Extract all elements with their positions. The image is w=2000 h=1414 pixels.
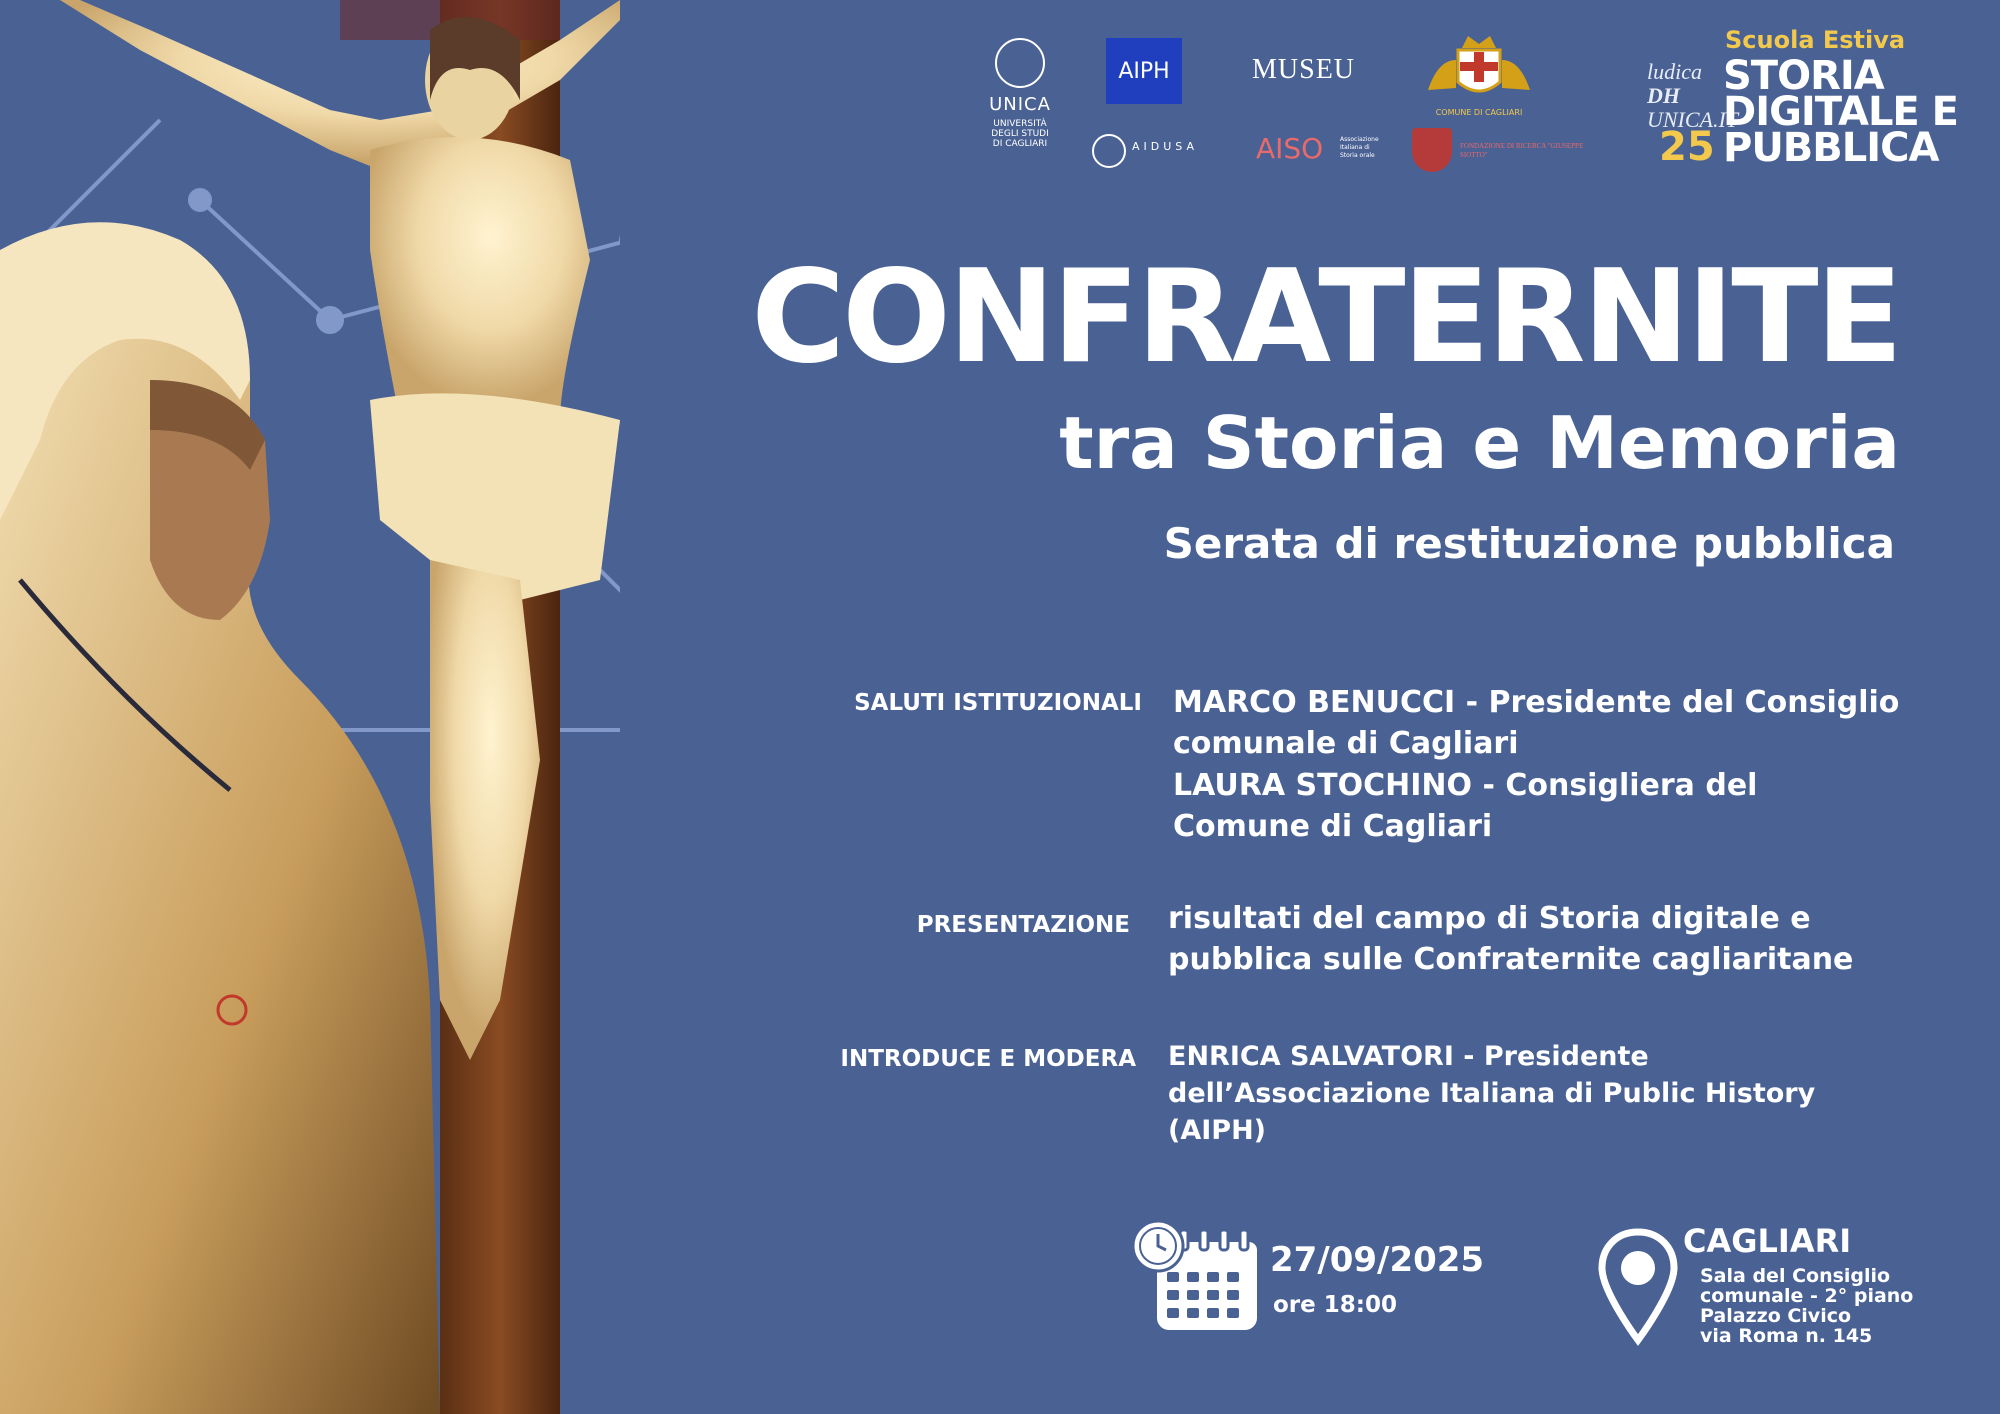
unica-logo-sub-2: DEGLI STUDI	[991, 129, 1049, 139]
school-kicker: Scuola Estiva	[1725, 26, 1906, 54]
program-text-modera-2: dell’Associazione Italiana di Public History	[1168, 1078, 1816, 1109]
event-time: ore 18:00	[1273, 1292, 1397, 1318]
ludica-line-1: ludica	[1647, 59, 1702, 84]
unica-logo-name: UNICA	[989, 94, 1051, 115]
program-label-saluti: SALUTI ISTITUZIONALI	[854, 690, 1142, 716]
unica-logo-sub-3: DI CAGLIARI	[992, 139, 1048, 149]
school-badge	[1595, 26, 1975, 176]
comune-logo-text: COMUNE DI CAGLIARI	[1435, 108, 1523, 117]
program-label-presentazione: PRESENTAZIONE	[916, 912, 1130, 938]
fondazione-logo-text: FONDAZIONE DI RICERCA "GIUSEPPE SIOTTO"	[1460, 142, 1584, 159]
program-text-modera-1: ENRICA SALVATORI - Presidente	[1168, 1041, 1649, 1072]
page-subtitle: tra Storia e Memoria	[1059, 401, 1900, 485]
museu-logo: MUSEU	[1252, 54, 1356, 85]
page-title: CONFRATERNITE	[751, 243, 1900, 392]
program-text-presentazione-2: pubblica sulle Confraternite cagliaritane	[1168, 942, 1854, 977]
school-year: 25	[1659, 124, 1715, 170]
unica-logo-sub-1: UNIVERSITÀ	[993, 119, 1047, 129]
aiph-logo-text: AIPH	[1118, 58, 1170, 84]
partner-logos	[960, 30, 1584, 190]
aiso-logo	[1256, 130, 1384, 170]
fondazione-siotto-logo	[1412, 128, 1584, 174]
address-line-1: Sala del Consiglio	[1700, 1265, 1891, 1287]
event-date: 27/09/2025	[1270, 1240, 1485, 1280]
calendar-icon	[1132, 1220, 1262, 1332]
program-label-modera: INTRODUCE E MODERA	[840, 1046, 1136, 1072]
address-line-3: Palazzo Civico	[1700, 1305, 1852, 1327]
school-line-2: DIGITALE E	[1723, 89, 1958, 135]
ludica-line-3: UNICA.IT	[1647, 107, 1739, 132]
program-text-saluti-1: MARCO BENUCCI - Presidente del Consiglio	[1173, 685, 1900, 720]
program-text-modera-3: (AIPH)	[1168, 1115, 1267, 1146]
address-line-4: via Roma n. 145	[1700, 1325, 1873, 1347]
location-pin-icon	[1598, 1228, 1678, 1346]
event-address	[1700, 1266, 1913, 1346]
comune-cagliari-logo	[1418, 30, 1540, 117]
comune-crest-icon	[1418, 30, 1540, 104]
event-tagline: Serata di restituzione pubblica	[1163, 519, 1895, 568]
address-line-2: comunale - 2° piano	[1700, 1285, 1914, 1307]
program-text-saluti-3: LAURA STOCHINO - Consigliera del	[1173, 768, 1758, 803]
program-text-saluti-4: Comune di Cagliari	[1173, 809, 1493, 844]
program-text-saluti-2: comunale di Cagliari	[1173, 726, 1519, 761]
fondazione-crest-icon	[1412, 128, 1452, 172]
program-text-presentazione-1: risultati del campo di Storia digitale e	[1168, 901, 1811, 936]
school-line-3: PUBBLICA	[1723, 125, 1939, 171]
aidusa-logo-text: AIDUSA	[1132, 140, 1199, 153]
event-city: CAGLIARI	[1683, 1222, 1852, 1260]
ludica-line-2: DH	[1647, 83, 1680, 108]
aiph-logo	[1106, 38, 1182, 104]
aidusa-logo	[1092, 130, 1232, 170]
unica-logo	[980, 30, 1060, 149]
unica-seal-icon	[995, 38, 1045, 88]
aidusa-mark-icon	[1092, 134, 1126, 168]
poster-photo	[0, 0, 620, 1414]
aiso-logo-sub: Associazione Italiana di Storia orale	[1340, 136, 1379, 159]
school-line-1: STORIA	[1723, 53, 1884, 99]
aiso-logo-text: AISO	[1256, 132, 1324, 165]
